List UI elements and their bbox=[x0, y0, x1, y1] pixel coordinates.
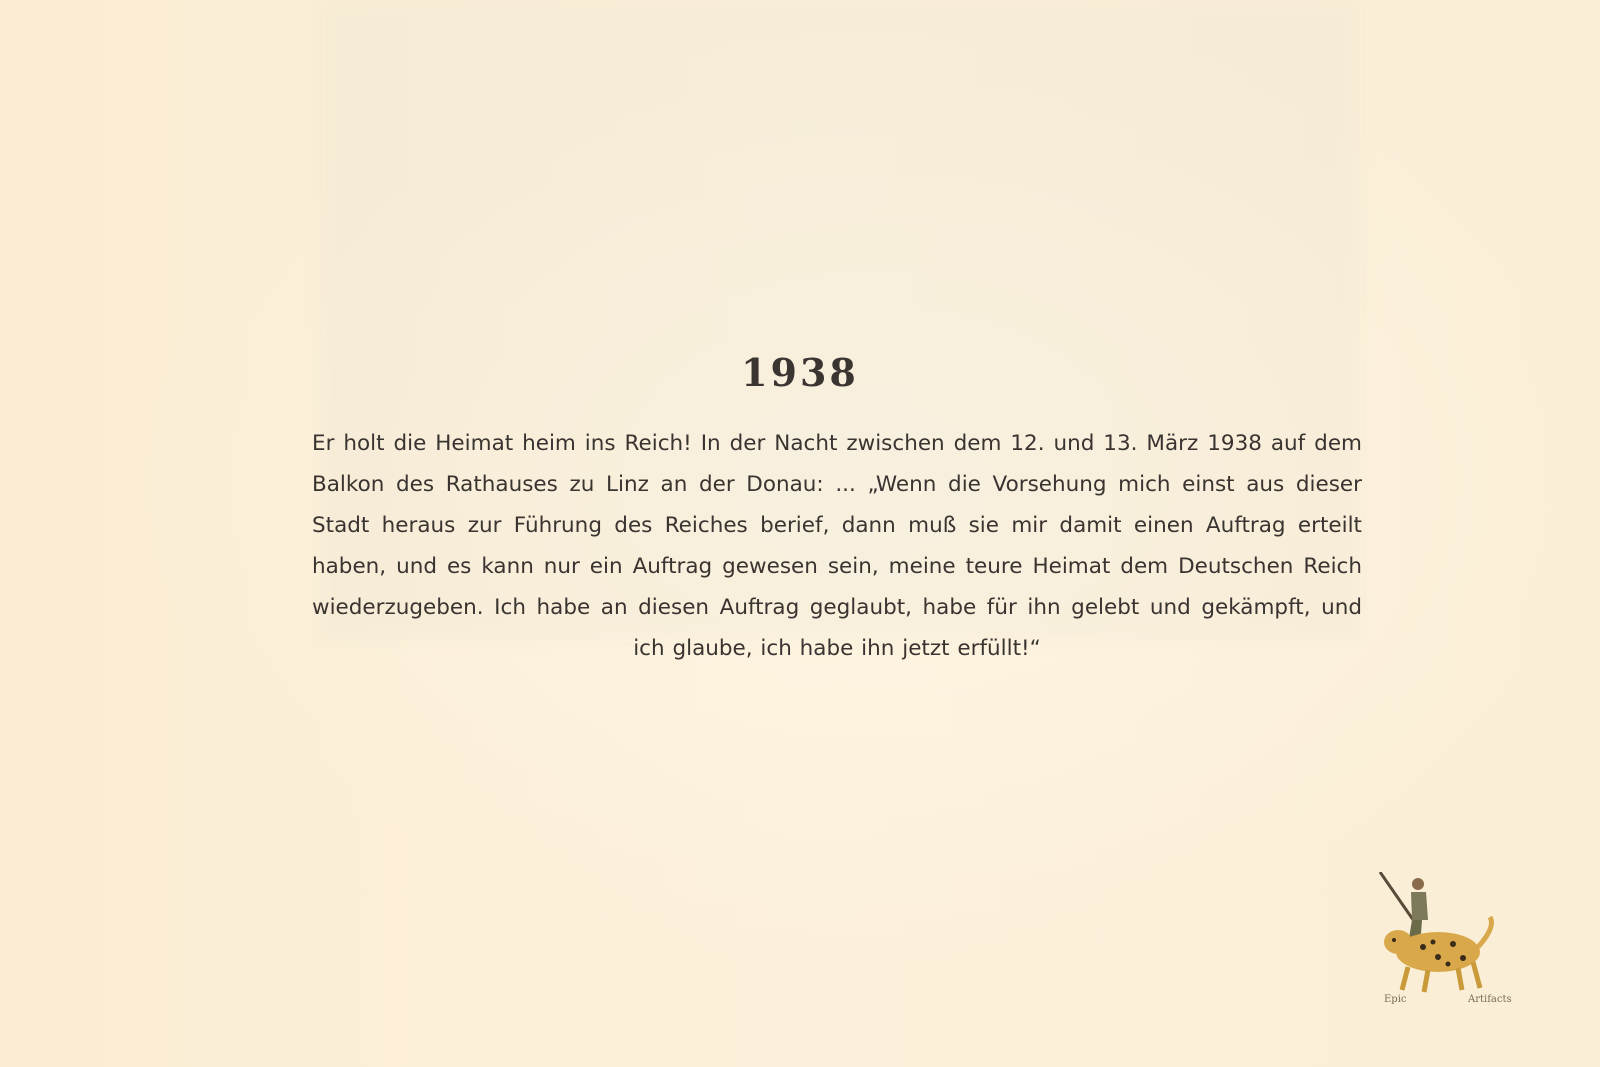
watermark-word-epic: Epic bbox=[1384, 994, 1407, 1005]
watermark-word-artifacts: Artifacts bbox=[1468, 994, 1512, 1005]
watermark-logo bbox=[1378, 872, 1528, 1012]
quote-paragraph: Er holt die Heimat heim ins Reich! In der Nacht zwischen dem 12. und 13. März 1938 auf dem Balkon des Rathauses zu Linz an der Donau: ... „Wenn die Vorsehung mich einst aus dieser Stadt heraus zur Führung des Reiches berief, dann muß sie mir damit einen Auftrag erteilt haben, und es kann nur ein Auftrag gewesen sein, meine teure Heimat dem Deutschen Reich wiederzugeben. Ich habe an diesen Auftrag geglaubt, habe für ihn gelebt und gekämpft, und ich glaube, ich habe ihn jetzt erfüllt!“ bbox=[312, 431, 1362, 661]
soldier-on-leopard-icon bbox=[1378, 872, 1528, 997]
page-title-year: 1938 bbox=[741, 350, 859, 395]
